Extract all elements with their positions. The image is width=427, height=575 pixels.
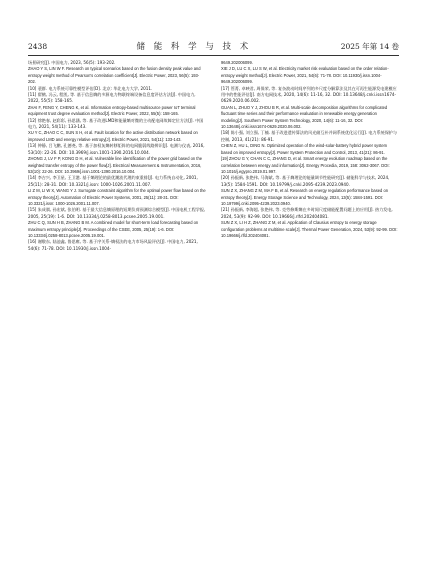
reference-entry	[28, 118, 206, 144]
reference-entry	[221, 207, 399, 239]
reference-cn: [14] 李吉兴, 李卫星, 王卫港. 基于熵理论的最优潮流代理约束重排[J]. 电力系统自动化, 2001, 25(11): 28-31. DOI: 10.3321/j.issn: 1000-1026.2001.11.007.	[28, 175, 198, 187]
reference-cn: [12] 徐艳春, 赵彩彩, 孙思涵, 等. 基于改进LMD和能量熵对微的主动配电网故障定位方法[J]. 中国电力, 2021, 54(11): 133-143.	[28, 117, 204, 130]
reference-cn: [15] 朱成骐, 孙宏斌, 张伯明. 基于最大信息熵原理的短期负荷预测综合模型[J]. 中国电机工程学报, 2005, 25(19): 1-6. DOI: 10.13334/j.0258-8013.pcsee.2005.19.001.	[28, 207, 206, 219]
reference-en: ZHONG J, LV F P, KONG D H, et al. Vulnerable line identification of the power grid based on the weighted transfer entropy of the power flow[J]. Electrical Measurement & Instrumentation, 2016, 53(10): 22-26. DOI: 10.3969/j.issn.1001-1390.2016.10.004.	[28, 156, 202, 174]
reference-cn: [16] 谢敬东, 陆池鑫, 鲁思雍, 等. 基于序关系-熵权法的电力市场风险评估[J]. 中国电力, 2021, 54(6): 71-78. DOI: 10.11930/j.issn.1004-	[28, 239, 198, 251]
reference-en: CHEN Z, HU L, DING N. Optimized operation of the wind-solar-battery hybrid power system based on improved entropy[J]. Power System Protection and Control, 2013, 41(21): 86-91.	[221, 143, 388, 155]
reference-entry	[221, 86, 399, 131]
page-number: 2438	[28, 42, 48, 52]
reference-en: ZHAO Y S, LIN W F. Research on typical scenarios based on the fusion density peak value and entropy weight method of Pearson's correlation coefficient[J]. Electric Power, 2023, 56(5): 193-202.	[28, 66, 201, 85]
reference-cn: [17] 管菁, 卓映君, 周保荣, 等. 复杂波动时间序列的多尺度分解算法及其在可再生能源发电建模应用中的性能评估[J]. 南方电网技术, 2020, 14(6): 11-16, 32. DOI: 10.13648/j.cnki.issn1674-0629.2020.06.002.	[221, 85, 397, 104]
reference-en: SUN Z X, LI H Z, ZHANG Z M, et al. Application of Clausius entropy to energy storage configuration problems at multitime scale[J]. Thermal Power Generation, 2024, 53(9): 92-99. DOI: 10.19666/j.rlfd.202404081.	[221, 220, 398, 238]
reference-cn: [20] 孙振新, 张艳伟, 马海斌, 等. 基于熵理论的能量调节性能研究[J]. 储能科学与技术, 2024, 13(5): 1584-1591. DOI: 10.19799/j.cnki.2095-4239.2023.0940.	[221, 175, 390, 187]
reference-en: LI Z M, LI W X, WANG Y J. Surrogate constraint algorithm for the optimal power flow based on the entropy theory[J]. Automation of Electric Power Systems, 2001, 25(11): 28-31. DOI: 10.3321/j.issn: 1000-1026.2001.11.007.	[28, 188, 206, 206]
reference-entry	[221, 175, 399, 207]
reference-en: ZHU C Q, SUN H B, ZHANG B M. A combined model for short-term load forecasting based on maximum entropy principle[J]. Proceedings of the CSEE, 2005, 25(19): 1-6. DOI: 10.13334/j.0258-8013.pcsee.2005.19.001.	[28, 220, 199, 238]
reference-en: 9649.202006099.	[221, 60, 253, 65]
left-column	[28, 60, 206, 460]
reference-en: XU Y C, ZHAO C C, SUN S H, et al. Fault location for the active distribution network based on improved LMD and energy relative entropy[J]. Electric Power, 2021, 54(11): 133-143.	[28, 130, 198, 142]
header-divider	[28, 55, 399, 56]
reference-en: SUN Z X, ZHANG Z M, MA F B, et al. Research on energy regulation performance based on entropy theory[J]. Energy Storage Science and Technology, 2024, 13(5): 1584-1591. DOI: 10.19799/j.cnki.2095-4239.2023.0940.	[221, 188, 389, 206]
page-header	[28, 40, 399, 54]
journal-title: 储 能 科 学 与 技 术	[136, 41, 252, 52]
reference-cn: [21] 孙振新, 李海超, 张艳伟, 等. 克劳修斯熵在多时间尺度储能配置问题上的应用[J]. 热力发电, 2024, 53(9): 92-99. DOI: 10.19666/j.rlfd.202404081.	[221, 207, 393, 219]
reference-entry	[28, 175, 206, 207]
reference-entry	[28, 92, 206, 118]
reference-entry	[221, 130, 399, 156]
reference-en: [19] ZHOU G Y, CHAN C C, ZHANG D, et al. Smart energy evolution roadmap based on the correlation between energy and information[J]. Energy Procedia, 2019, 158: 3062-3067. DOI: 10.1016/j.egypro.2019.01.997.	[221, 156, 390, 174]
reference-cn: [18] 陈小强, 刘立强, 丁楠. 基于改进遗传算法的风光储互补并网系统优化运行[J]. 电力系统保护与控制, 2013, 41(21): 86-91.	[221, 130, 397, 142]
right-column	[221, 60, 399, 460]
reference-en: GUAN L, ZHUO Y J, ZHOU B R, et al. Multi-scale decomposition algorithms for complicated fluctuant time series and their performance evaluation in renewable energy generation modeling[J]. Southern Power System Technology, 2020, 14(6): 11-16, 32. DOI: 10.13648/j.cnki.issn1674-0629.2020.06.002.	[221, 104, 388, 130]
reference-cn: [13] 钟静, 吕飞鹏, 孔德尧, 等. 基于加权灰熵转移矩阵的电网脆弱线路辨识[J]. 电测与仪表, 2016, 53(10): 22-26. DOI: 10.3969/j.issn.1001-1390.2016.10.004.	[28, 143, 205, 155]
reference-en: ZHAI F, FENG Y, CHENG K, et al. Information entropy-based multisource power IoT terminal equipment trust degree evaluation method[J]. Electric Power, 2022, 55(5): 158-165.	[28, 104, 196, 117]
reference-entry	[28, 60, 206, 86]
reference-entry	[28, 239, 206, 252]
reference-entry	[28, 143, 206, 175]
issue-info: 2025 年第 14 卷	[340, 42, 399, 52]
reference-en: XIE J D, LU C X, LU S W, et al. Electricity market risk evaluation based on the order relation-entropy weight method[J]. Electric Power, 2021, 54(6): 71-78. DOI: 10.11930/j.issn.1004-9649.202006099.	[221, 66, 389, 85]
reference-cn: [10] 裴群. 电力系统可靠性模型评估[D]. 北京: 华北电力大学, 2011.	[28, 85, 153, 91]
reference-entry	[221, 156, 399, 175]
reference-entry	[28, 207, 206, 239]
reference-cn: 场景研究[J]. 中国电力, 2023, 56(5): 193-202.	[28, 60, 116, 65]
reference-cn: [11] 翟鹤, 冯云, 程凯, 等. 基于信息熵的多源电力物联终端设备信息度评估方法[J]. 中国电力, 2022, 55(5): 158-165.	[28, 92, 196, 104]
references-body	[28, 60, 399, 460]
reference-entry	[221, 66, 399, 85]
